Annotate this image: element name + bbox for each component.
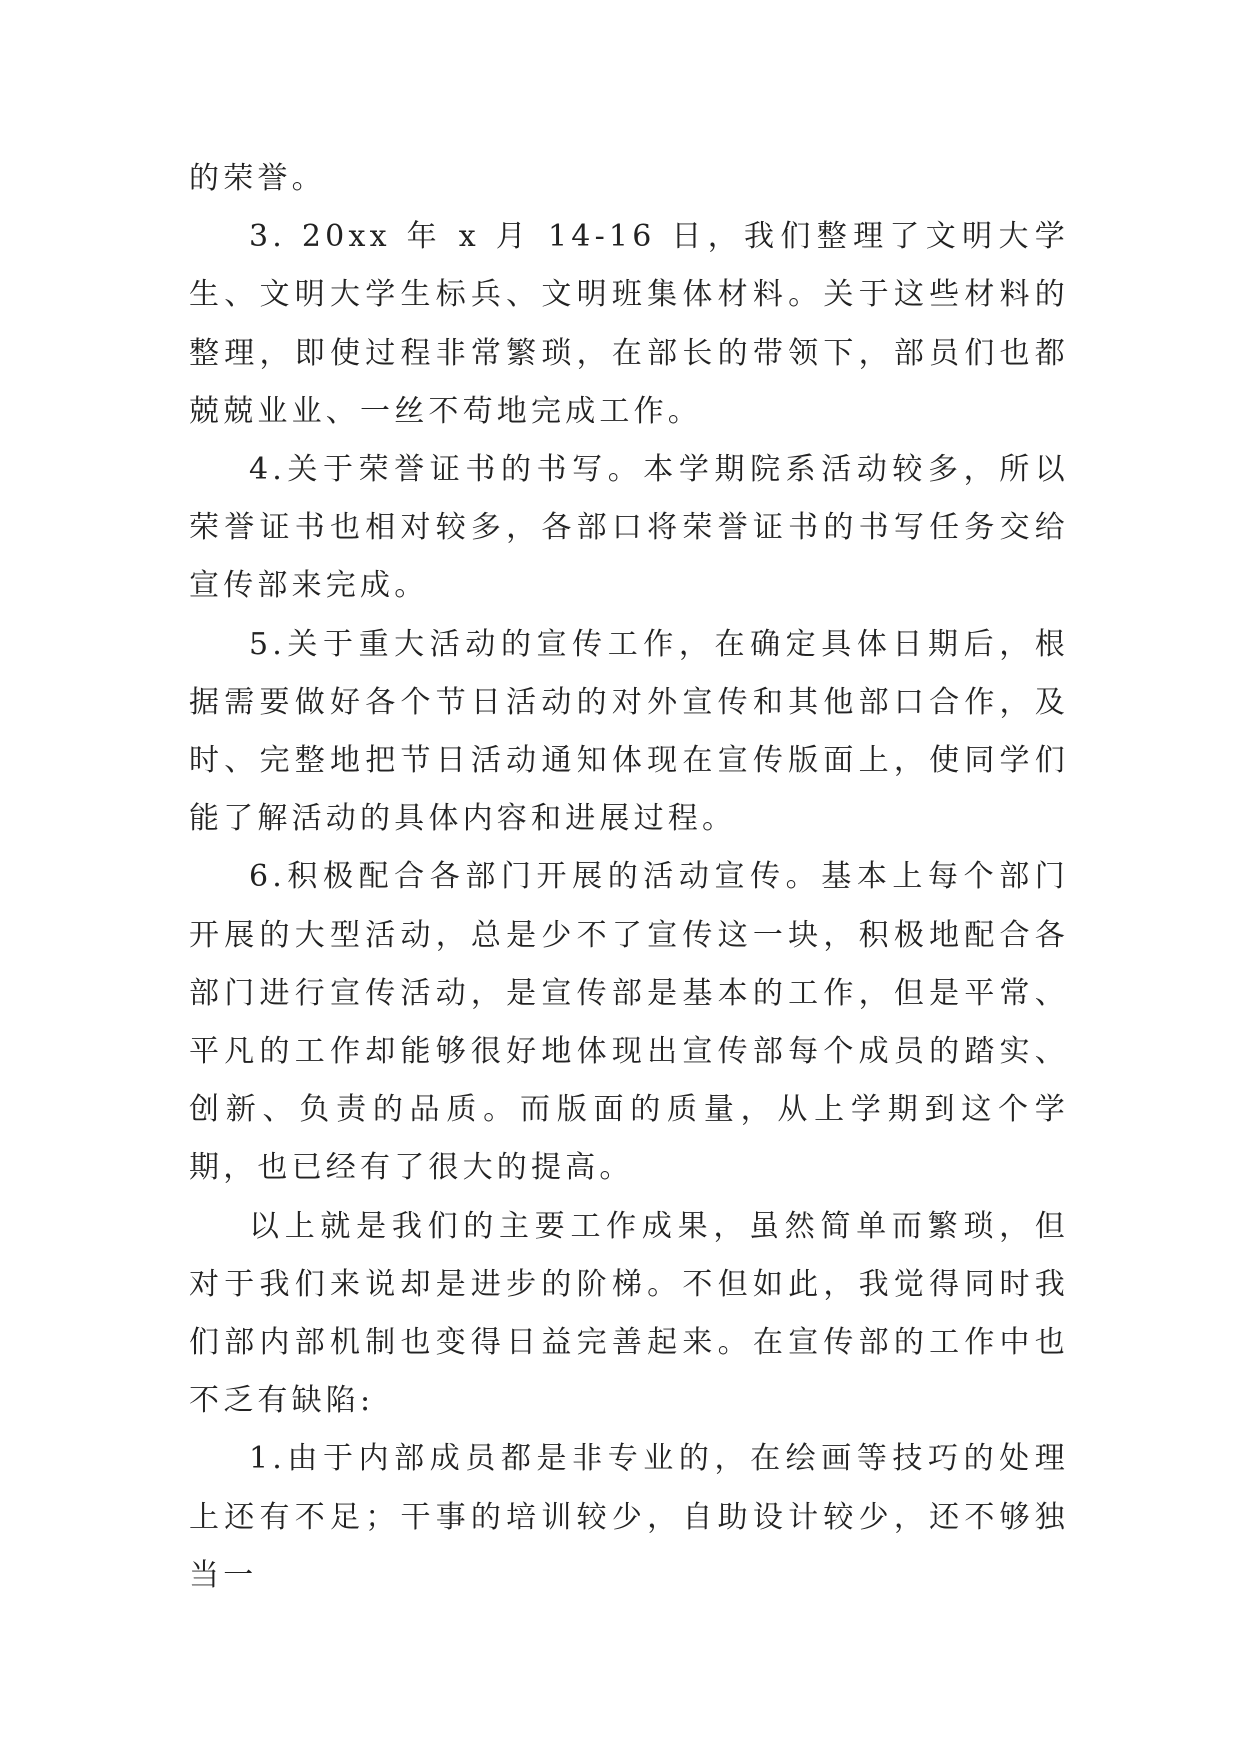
paragraph-deficiency-1: 1.由于内部成员都是非专业的，在绘画等技巧的处理上还有不足；干事的培训较少，自助设计较少，还不够独当一	[189, 1441, 1069, 1593]
paragraph-item-6: 6.积极配合各部门开展的活动宣传。基本上每个部门开展的大型活动，总是少不了宣传这一块，积极地配合各部门进行宣传活动，是宣传部是基本的工作，但是平常、平凡的工作却能够很好地体现出宣传部每个成员的踏实、创新、负责的品质。而版面的质量，从上学期到这个学期，也已经有了很大的提高。	[189, 859, 1069, 1186]
paragraph-item-4: 4.关于荣誉证书的书写。本学期院系活动较多，所以荣誉证书也相对较多，各部口将荣誉证书的书写任务交给宣传部来完成。	[189, 452, 1069, 604]
paragraph-continuation: 的荣誉。	[189, 161, 326, 196]
paragraph-item-3: 3. 20xx 年 x 月 14-16 日，我们整理了文明大学生、文明大学生标兵、文明班集体材料。关于这些材料的整理，即使过程非常繁琐，在部长的带领下，部员们也都兢兢业业、一丝不苟地完成工作。	[189, 219, 1069, 429]
document-body	[189, 150, 1069, 1605]
paragraph-item-5: 5.关于重大活动的宣传工作，在确定具体日期后，根据需要做好各个节日活动的对外宣传和其他部口合作，及时、完整地把节日活动通知体现在宣传版面上，使同学们能了解活动的具体内容和进展过程。	[189, 626, 1069, 837]
paragraph-summary: 以上就是我们的主要工作成果，虽然简单而繁琐，但对于我们来说却是进步的阶梯。不但如此，我觉得同时我们部内部机制也变得日益完善起来。在宣传部的工作中也不乏有缺陷:	[189, 1208, 1069, 1419]
